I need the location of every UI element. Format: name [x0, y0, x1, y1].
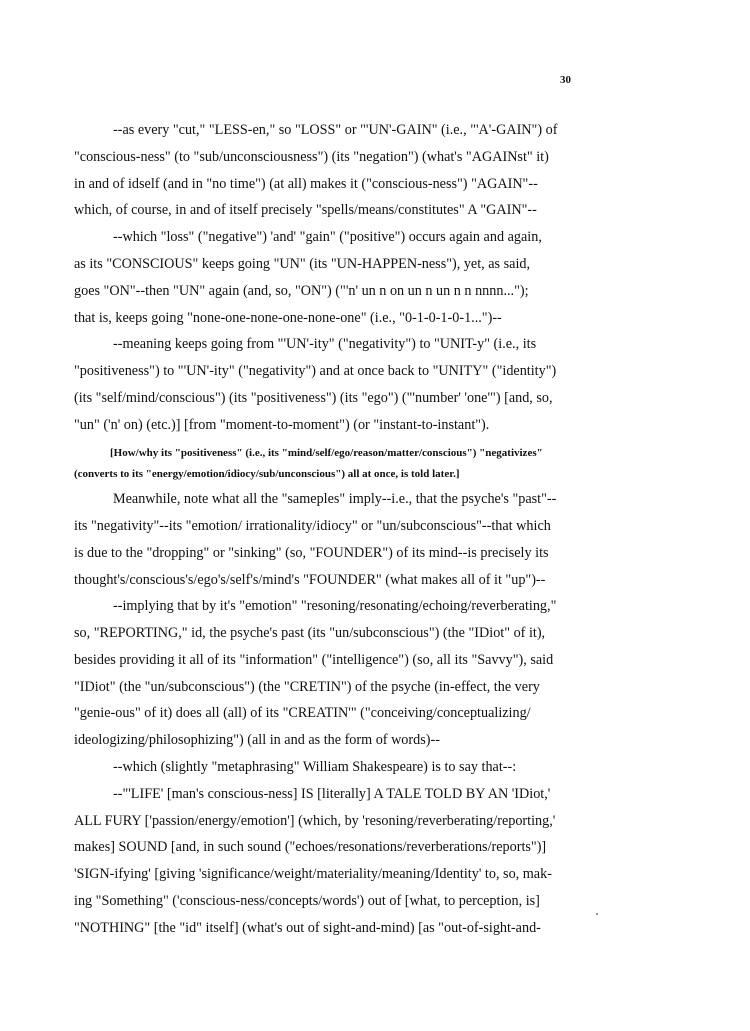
text-line: its "negativity"--its "emotion/ irrationality/idiocy" or "un/subconscious"--that which — [74, 518, 551, 534]
text-line: 'SIGN-ifying' [giving 'significance/weight/materiality/meaning/Identity' to, so, mak- — [74, 866, 552, 882]
text-line: ALL FURY ['passion/energy/emotion'] (which, by 'resoning/reverberating/reporting,' — [74, 813, 556, 829]
text-line: is due to the "dropping" or "sinking" (so, "FOUNDER") of its mind--is precisely its — [74, 545, 549, 561]
text-line: "un" ('n' on) (etc.)] [from "moment-to-moment") (or "instant-to-instant"). — [74, 417, 490, 433]
text-line: that is, keeps going "none-one-none-one-none-one" (i.e., "0-1-0-1-0-1...")-- — [74, 310, 502, 326]
text-line: --which (slightly "metaphrasing" William Shakespeare) is to say that--: — [113, 759, 517, 775]
scan-speck — [596, 913, 598, 915]
text-line: "positiveness") to "'UN'-ity" ("negativity") and at once back to "UNITY" ("identity") — [74, 363, 557, 379]
text-line: --meaning keeps going from "'UN'-ity" ("negativity") to "UNIT-y" (i.e., its — [113, 336, 537, 352]
page-number: 30 — [560, 74, 571, 86]
text-line: ideologizing/philosophizing") (all in and as the form of words)-- — [74, 732, 440, 748]
text-line: in and of idself (and in "no time") (at all) makes it ("conscious-ness") "AGAIN"-- — [74, 176, 538, 192]
text-line: --"'LIFE' [man's conscious-ness] IS [literally] A TALE TOLD BY AN 'IDiot,' — [113, 786, 551, 802]
text-line: --implying that by it's "emotion" "resoning/resonating/echoing/reverberating," — [113, 598, 557, 614]
text-line: "genie-ous" of it) does all (all) of its "CREATIN'" ("conceiving/conceptualizing/ — [74, 705, 531, 721]
text-line: "conscious-ness" (to "sub/unconsciousness") (its "negation") (what's "AGAINst" it) — [74, 149, 549, 165]
footnote-line: (converts to its "energy/emotion/idiocy/sub/unconscious") all at once, is told later.] — [74, 468, 460, 480]
text-line: --which "loss" ("negative") 'and' "gain" ("positive") occurs again and again, — [113, 229, 542, 245]
text-line: makes] SOUND [and, in such sound ("echoes/resonations/reverberations/reports")] — [74, 839, 547, 855]
text-line: Meanwhile, note what all the "sameples" imply--i.e., that the psyche's "past"-- — [113, 491, 557, 507]
text-line: thought's/conscious's/ego's/self's/mind's "FOUNDER" (what makes all of it "up")-- — [74, 572, 546, 588]
text-line: ing "Something" ('conscious-ness/concepts/words') out of [what, to perception, is] — [74, 893, 540, 909]
footnote-line: [How/why its "positiveness" (i.e., its "mind/self/ego/reason/matter/conscious") "negativizes" — [110, 447, 543, 459]
text-line: which, of course, in and of itself precisely "spells/means/constitutes" A "GAIN"-- — [74, 202, 537, 218]
text-line: so, "REPORTING," id, the psyche's past (its "un/subconscious") (the "IDiot" of it), — [74, 625, 546, 641]
text-line: --as every "cut," "LESS-en," so "LOSS" or "'UN'-GAIN" (i.e., "'A'-GAIN") of — [113, 122, 558, 138]
text-line: "NOTHING" [the "id" itself] (what's out of sight-and-mind) [as "out-of-sight-and- — [74, 920, 541, 936]
text-line: (its "self/mind/conscious") (its "positiveness") (its "ego") ("'number' 'one'") [and, so, — [74, 390, 553, 406]
text-line: besides providing it all of its "information" ("intelligence") (so, all its "Savvy"), said — [74, 652, 554, 668]
text-line: as its "CONSCIOUS" keeps going "UN" (its "UN-HAPPEN-ness"), yet, as said, — [74, 256, 531, 272]
text-line: goes "ON"--then "UN" again (and, so, "ON") ("'n' un n on un n un n n nnnn..."); — [74, 283, 529, 299]
text-line: "IDiot" (the "un/subconscious") (the "CRETIN") of the psyche (in-effect, the very — [74, 679, 540, 695]
